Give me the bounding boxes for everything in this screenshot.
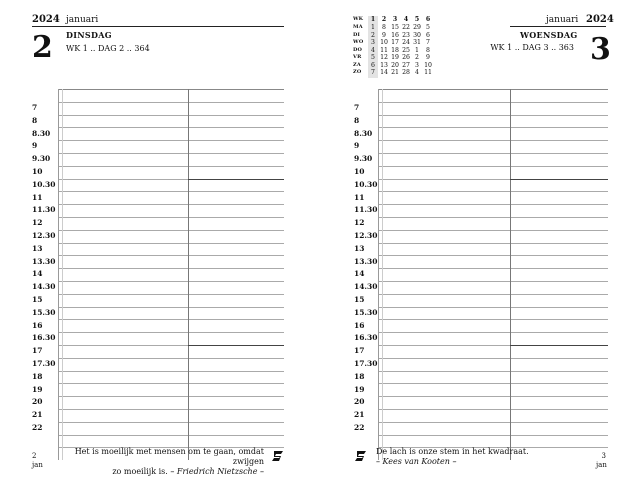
mini-cal-date: 2 (371, 31, 375, 39)
mini-cal-date: 2 (415, 54, 419, 61)
mini-cal-day-label: DO (353, 46, 363, 53)
grid-row-line (58, 140, 284, 141)
mini-cal-date: 21 (391, 69, 399, 76)
mini-cal-date: 5 (426, 24, 430, 31)
grid-mark-line (510, 179, 608, 180)
week-info: WK 1 .. DAG 2 .. 364 (66, 44, 150, 53)
mini-cal-row (353, 24, 437, 32)
time-slot-label: 15.30 (32, 307, 56, 317)
mini-cal-date: 11 (424, 69, 432, 76)
time-slot-label: 18 (32, 371, 43, 381)
week-number: 6 (425, 16, 431, 23)
quote-text: De lach is onze stem in het kwadraat. (376, 447, 529, 456)
mini-cal-date: 4 (371, 46, 375, 54)
grid-row-line (58, 371, 284, 372)
footer-month: jan (596, 461, 607, 469)
footer-date (596, 452, 606, 470)
time-slot-label: 12.30 (354, 231, 378, 240)
grid-row-line (58, 358, 284, 359)
grid-row-line (378, 153, 608, 154)
mini-cal-date: 7 (426, 39, 430, 46)
time-slot-label: 8.30 (32, 128, 51, 138)
mini-cal-date: 19 (391, 54, 399, 61)
mini-cal-date: 1 (415, 46, 419, 54)
day-number: 2 (32, 30, 53, 65)
time-slot-label: 10 (32, 167, 43, 176)
grid-row-line (378, 217, 608, 218)
brand-logo-icon (271, 449, 285, 463)
time-slot-label: 17.30 (354, 359, 378, 368)
mini-cal-date: 26 (402, 54, 410, 61)
month-label: januari (66, 15, 99, 25)
mini-cal-date: 10 (380, 39, 388, 46)
mini-cal-date: 1 (371, 24, 375, 31)
time-slot-label: 13 (354, 243, 365, 253)
mini-cal-date: 23 (402, 31, 410, 39)
grid-row-line (378, 191, 608, 192)
weekday-label: DINSDAG (66, 30, 112, 40)
week-number: 4 (403, 16, 409, 23)
grid-left-border-2 (382, 89, 383, 460)
grid-row-line (378, 371, 608, 372)
grid-row-line (58, 153, 284, 154)
grid-row-line (378, 204, 608, 205)
time-slot-label: 22 (32, 423, 43, 432)
time-slot-label: 16.30 (32, 333, 56, 343)
mini-cal-date: 3 (415, 61, 419, 69)
time-slot-label: 20 (32, 397, 43, 407)
grid-row-line (378, 332, 608, 333)
grid-row-line (378, 294, 608, 295)
time-slot-label: 17 (354, 346, 365, 356)
grid-mark-line (510, 345, 608, 346)
header-rule (32, 26, 284, 27)
grid-row-line (378, 422, 608, 423)
time-slot-label: 10.30 (32, 179, 56, 189)
mini-cal-header (353, 16, 437, 24)
mini-cal-day-label: ZA (353, 61, 361, 68)
grid-row-line (378, 396, 608, 397)
time-slot-label: 14 (32, 269, 43, 279)
time-slot-label: 8 (32, 115, 38, 125)
grid-row-line (58, 255, 284, 256)
time-slot-label: 16.30 (354, 333, 378, 343)
time-slot-label: 9 (354, 141, 360, 151)
mini-cal-date: 6 (371, 61, 375, 69)
grid-row-line (378, 435, 608, 436)
mini-cal-row (353, 32, 437, 40)
time-slot-label: 9.30 (354, 154, 373, 164)
time-slot-label: 10.30 (354, 179, 378, 189)
grid-left-border (58, 89, 59, 460)
grid-divider (510, 89, 511, 460)
mini-cal-date: 20 (391, 61, 399, 69)
mini-cal-day-label: WO (353, 39, 364, 45)
grid-row-line (58, 319, 284, 320)
mini-cal-date: 10 (424, 61, 432, 69)
footer-day: 3 (601, 452, 606, 460)
time-slot-label: 14.30 (354, 282, 378, 292)
mini-cal-day-label: ZO (353, 69, 362, 75)
grid-row-line (378, 166, 608, 167)
week-number: 2 (381, 16, 387, 23)
grid-row-line (378, 409, 608, 410)
time-slot-label: 9.30 (32, 154, 51, 164)
time-slot-label: 18 (354, 371, 365, 381)
mini-cal-date: 31 (413, 39, 421, 46)
grid-row-line (378, 102, 608, 103)
time-slot-label: 10 (354, 167, 365, 176)
mini-cal-date: 16 (391, 31, 399, 39)
time-slot-label: 16 (32, 320, 43, 330)
mini-cal-row (353, 69, 437, 77)
time-slot-label: 11 (354, 192, 365, 202)
time-slot-label: 19 (32, 384, 43, 394)
grid-row-line (378, 127, 608, 128)
quote (376, 447, 576, 467)
quote-author: – Kees van Kooten – (376, 457, 457, 466)
year-label: 2024 (32, 14, 60, 25)
mini-cal-date: 29 (413, 24, 421, 31)
grid-row-line (378, 281, 608, 282)
time-slot-label: 20 (354, 397, 365, 407)
grid-row-line (378, 307, 608, 308)
mini-cal-date: 27 (402, 61, 410, 69)
mini-cal-day-label: VR (353, 54, 362, 60)
mini-cal-date: 18 (391, 46, 399, 54)
grid-row-line (58, 422, 284, 423)
grid-row-line (378, 319, 608, 320)
week-number: 5 (414, 16, 420, 23)
time-slot-label: 13.30 (354, 256, 378, 266)
grid-row-line (58, 435, 284, 436)
time-slot-label: 21 (32, 410, 43, 420)
header-rule (510, 26, 606, 27)
mini-cal-row (353, 54, 437, 62)
grid-row-line (58, 396, 284, 397)
mini-cal-date: 3 (371, 39, 375, 46)
footer-date (32, 452, 43, 470)
grid-row-line (58, 102, 284, 103)
grid-row-line (58, 115, 284, 116)
footer-day: 2 (32, 452, 37, 460)
week-header-label: WK (353, 16, 363, 22)
grid-divider (188, 89, 189, 460)
week-number: 1 (370, 16, 376, 23)
time-slot-label: 12.30 (32, 231, 56, 240)
week-number: 3 (392, 16, 398, 23)
grid-row-line (58, 268, 284, 269)
time-slot-label: 16 (354, 320, 365, 330)
mini-cal-day-label: MA (353, 24, 363, 30)
weekday-label: WOENSDAG (520, 30, 578, 40)
mini-cal-date: 24 (402, 39, 410, 46)
grid-row-line (58, 307, 284, 308)
grid-row-line (378, 383, 608, 384)
grid-left-border (378, 89, 379, 460)
time-slot-label: 7 (354, 103, 360, 112)
time-slot-label: 15.30 (354, 307, 378, 317)
mini-cal-date: 9 (382, 31, 386, 39)
time-slot-label: 8 (354, 115, 360, 125)
time-slot-label: 13.30 (32, 256, 56, 266)
mini-cal-date: 5 (371, 54, 375, 61)
grid-row-line (58, 332, 284, 333)
month-label: januari (546, 15, 579, 25)
time-slot-label: 19 (354, 384, 365, 394)
time-slot-label: 9 (32, 141, 38, 151)
mini-cal-date: 6 (426, 31, 430, 39)
mini-cal-date: 17 (391, 39, 399, 46)
grid-row-line (58, 383, 284, 384)
grid-mark-line (188, 345, 284, 346)
week-info: WK 1 .. DAG 3 .. 363 (490, 43, 574, 52)
time-slot-label: 21 (354, 410, 365, 420)
time-slot-label: 14 (354, 269, 365, 279)
mini-cal-date: 14 (380, 69, 388, 76)
grid-row-line (58, 294, 284, 295)
grid-row-line (58, 127, 284, 128)
time-slot-label: 7 (32, 103, 38, 112)
time-slot-label: 13 (32, 243, 43, 253)
grid-row-line (378, 255, 608, 256)
mini-cal-date: 25 (402, 46, 410, 54)
time-slot-label: 22 (354, 423, 365, 432)
mini-cal-row (353, 62, 437, 70)
grid-row-line (378, 358, 608, 359)
year-label: 2024 (586, 14, 614, 25)
time-slot-label: 12 (32, 218, 43, 228)
grid-row-line (378, 115, 608, 116)
grid-left-border-2 (62, 89, 63, 460)
footer-month: jan (32, 461, 43, 469)
time-slot-label: 11.30 (354, 205, 378, 215)
mini-cal-date: 28 (402, 69, 410, 76)
mini-cal-date: 4 (415, 69, 419, 76)
quote (66, 447, 264, 477)
time-slot-label: 17 (32, 346, 43, 356)
mini-cal-row (353, 47, 437, 55)
quote-author: – Friedrich Nietzsche – (170, 467, 264, 476)
grid-row-line (378, 243, 608, 244)
mini-cal-date: 12 (380, 54, 388, 61)
mini-cal-date: 15 (391, 24, 399, 31)
grid-top-rule (58, 89, 284, 90)
time-slot-label: 11.30 (32, 205, 56, 215)
time-slot-label: 14.30 (32, 282, 56, 292)
grid-row-line (58, 217, 284, 218)
grid-row-line (58, 230, 284, 231)
time-slot-label: 8.30 (354, 128, 373, 138)
day-number: 3 (590, 32, 611, 67)
mini-cal-day-label: DI (353, 31, 361, 38)
grid-row-line (378, 230, 608, 231)
grid-row-line (378, 140, 608, 141)
grid-mark-line (188, 179, 284, 180)
mini-cal-date: 22 (402, 24, 410, 31)
grid-row-line (58, 409, 284, 410)
time-slot-label: 12 (354, 218, 365, 228)
grid-row-line (58, 191, 284, 192)
grid-row-line (58, 204, 284, 205)
quote-text: Het is moeilijk met mensen om te gaan, omdat zwijgen (74, 447, 264, 466)
mini-calendar (353, 16, 437, 78)
time-slot-label: 15 (354, 295, 365, 304)
time-slot-label: 11 (32, 192, 43, 202)
quote-text-2: zo moeilijk is. (112, 467, 168, 476)
grid-row-line (58, 243, 284, 244)
mini-cal-date: 8 (426, 46, 430, 54)
mini-cal-date: 8 (382, 24, 386, 31)
mini-cal-date: 30 (413, 31, 421, 39)
mini-cal-date: 13 (380, 61, 388, 69)
mini-cal-date: 11 (380, 46, 388, 54)
mini-cal-date: 9 (426, 54, 430, 61)
time-slot-label: 15 (32, 295, 43, 304)
mini-cal-row (353, 39, 437, 47)
grid-row-line (58, 281, 284, 282)
grid-row-line (378, 268, 608, 269)
grid-top-rule (378, 89, 608, 90)
grid-row-line (58, 166, 284, 167)
mini-cal-date: 7 (371, 69, 375, 76)
time-slot-label: 17.30 (32, 359, 56, 368)
brand-logo-icon (354, 449, 368, 463)
